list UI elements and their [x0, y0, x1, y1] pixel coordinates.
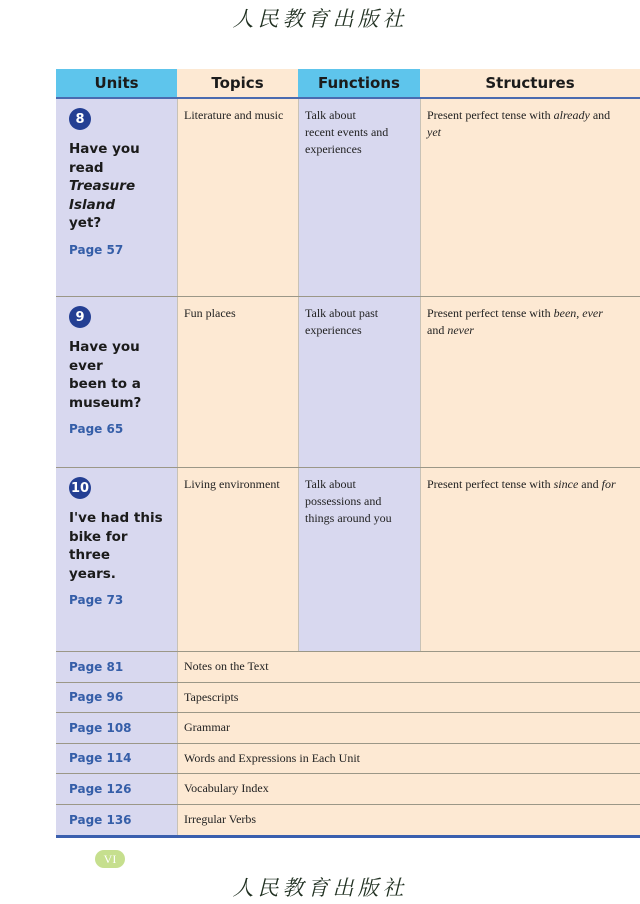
- unit-number-badge: 10: [69, 477, 91, 499]
- appendix-page-link[interactable]: Page 126: [56, 774, 177, 804]
- page-number-badge: VI: [95, 850, 125, 868]
- appendix-row-tapescripts: [56, 683, 640, 714]
- structure-cell: Present perfect tense with already and yet: [420, 99, 640, 296]
- topic-cell: Fun places: [177, 297, 298, 467]
- unit-number-badge: 8: [69, 108, 91, 130]
- appendix-page-link[interactable]: Page 136: [56, 805, 177, 836]
- unit-number-badge: 9: [69, 306, 91, 328]
- unit-page-link[interactable]: Page 65: [69, 422, 124, 436]
- function-cell: Talk about recent events and experiences: [298, 99, 420, 296]
- unit-title: Have you ever been to a museum?: [69, 339, 142, 411]
- unit-row-9: [56, 297, 640, 468]
- unit-title: Have you read Treasure Island yet?: [69, 141, 140, 231]
- unit-cell: [56, 99, 177, 296]
- function-cell: Talk about possessions and things around you: [298, 468, 420, 651]
- header-functions: Functions: [298, 69, 420, 97]
- appendix-row-vocabulary: [56, 774, 640, 805]
- unit-page-link[interactable]: Page 73: [69, 593, 124, 607]
- unit-row-10: [56, 468, 640, 652]
- structure-cell: Present perfect tense with been, ever and never: [420, 297, 640, 467]
- appendix-title: Words and Expressions in Each Unit: [177, 744, 640, 774]
- publisher-logo-bottom: 人民教育出版社: [232, 876, 408, 900]
- table-header: [56, 69, 640, 99]
- appendix-page-link[interactable]: Page 96: [56, 683, 177, 713]
- unit-cell: [56, 297, 177, 467]
- appendix-title: Vocabulary Index: [177, 774, 640, 804]
- header-units: Units: [56, 69, 177, 97]
- appendix-title: Tapescripts: [177, 683, 640, 713]
- appendix-row-grammar: [56, 713, 640, 744]
- unit-title: I've had this bike for three years.: [69, 510, 163, 582]
- appendix-row-notes: [56, 652, 640, 683]
- topic-cell: Literature and music: [177, 99, 298, 296]
- header-structures: Structures: [420, 69, 640, 97]
- function-cell: Talk about past experiences: [298, 297, 420, 467]
- structure-cell: Present perfect tense with since and for: [420, 468, 640, 651]
- topic-cell: Living environment: [177, 468, 298, 651]
- unit-row-8: [56, 99, 640, 297]
- contents-table: [56, 69, 640, 838]
- appendix-row-words: [56, 744, 640, 775]
- header-topics: Topics: [177, 69, 298, 97]
- appendix-page-link[interactable]: Page 108: [56, 713, 177, 743]
- appendix-title: Grammar: [177, 713, 640, 743]
- unit-cell: [56, 468, 177, 651]
- appendix-row-irregular: [56, 805, 640, 836]
- appendix-page-link[interactable]: Page 114: [56, 744, 177, 774]
- publisher-logo-top: 人民教育出版社: [232, 7, 408, 31]
- appendix-title: Notes on the Text: [177, 652, 640, 682]
- appendix-page-link[interactable]: Page 81: [56, 652, 177, 682]
- appendix-title: Irregular Verbs: [177, 805, 640, 836]
- unit-page-link[interactable]: Page 57: [69, 242, 124, 257]
- table-bottom-rule: [56, 835, 640, 838]
